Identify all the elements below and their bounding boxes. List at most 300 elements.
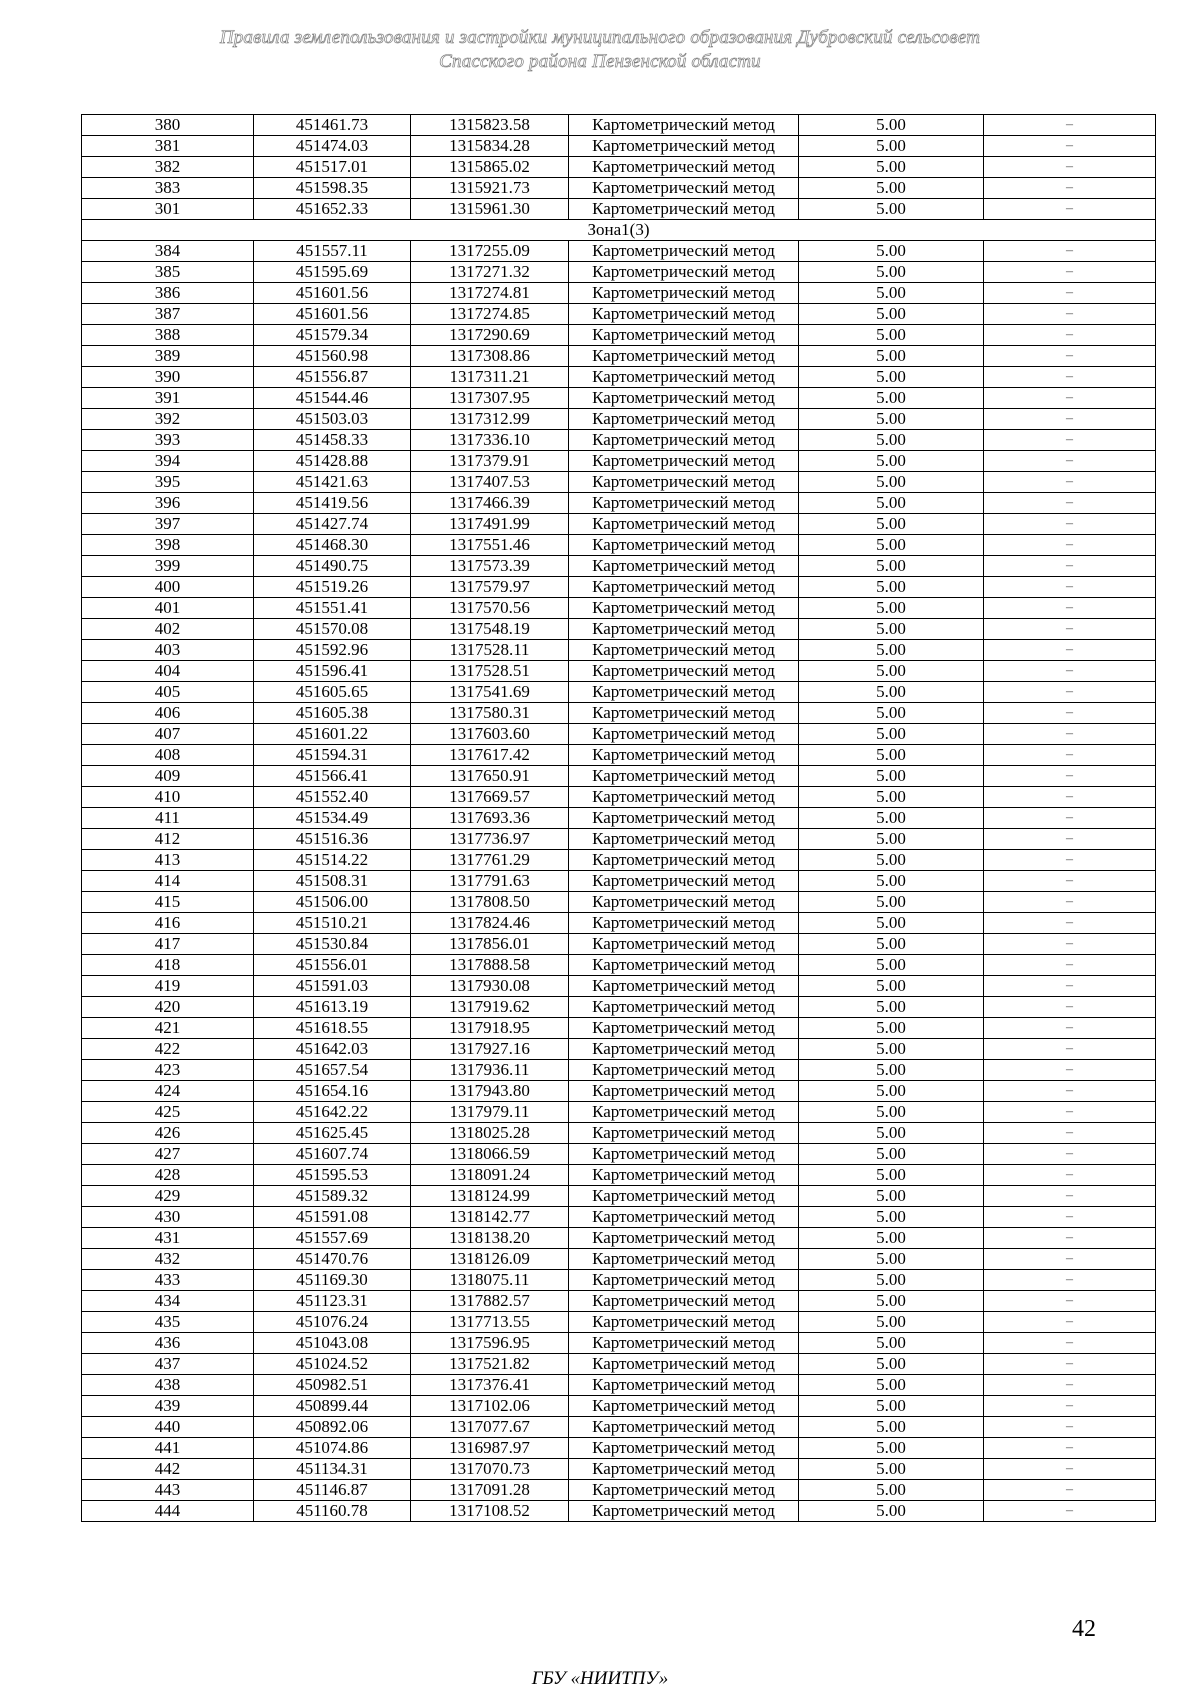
description-cell: – xyxy=(984,745,1156,766)
point-number-cell: 301 xyxy=(82,199,254,220)
description-cell: – xyxy=(984,514,1156,535)
accuracy-cell: 5.00 xyxy=(799,514,984,535)
description-cell: – xyxy=(984,577,1156,598)
point-number-cell: 429 xyxy=(82,1186,254,1207)
x-coordinate-cell: 451601.22 xyxy=(254,724,411,745)
x-coordinate-cell: 451510.21 xyxy=(254,913,411,934)
point-number-cell: 427 xyxy=(82,1144,254,1165)
description-cell: – xyxy=(984,619,1156,640)
method-cell: Картометрический метод xyxy=(569,1459,799,1480)
x-coordinate-cell: 451605.65 xyxy=(254,682,411,703)
accuracy-cell: 5.00 xyxy=(799,661,984,682)
x-coordinate-cell: 451579.34 xyxy=(254,325,411,346)
y-coordinate-cell: 1317617.42 xyxy=(411,745,569,766)
y-coordinate-cell: 1317311.21 xyxy=(411,367,569,388)
point-number-cell: 436 xyxy=(82,1333,254,1354)
x-coordinate-cell: 451557.69 xyxy=(254,1228,411,1249)
description-cell: – xyxy=(984,1270,1156,1291)
description-cell: – xyxy=(984,388,1156,409)
point-number-cell: 397 xyxy=(82,514,254,535)
table-row xyxy=(82,1228,1156,1249)
table-row xyxy=(82,493,1156,514)
description-cell: – xyxy=(984,325,1156,346)
y-coordinate-cell: 1317579.97 xyxy=(411,577,569,598)
point-number-cell: 399 xyxy=(82,556,254,577)
y-coordinate-cell: 1317888.58 xyxy=(411,955,569,976)
x-coordinate-cell: 451607.74 xyxy=(254,1144,411,1165)
accuracy-cell: 5.00 xyxy=(799,850,984,871)
point-number-cell: 441 xyxy=(82,1438,254,1459)
method-cell: Картометрический метод xyxy=(569,262,799,283)
point-number-cell: 428 xyxy=(82,1165,254,1186)
accuracy-cell: 5.00 xyxy=(799,808,984,829)
method-cell: Картометрический метод xyxy=(569,241,799,262)
y-coordinate-cell: 1318075.11 xyxy=(411,1270,569,1291)
y-coordinate-cell: 1317919.62 xyxy=(411,997,569,1018)
method-cell: Картометрический метод xyxy=(569,451,799,472)
accuracy-cell: 5.00 xyxy=(799,157,984,178)
table-row xyxy=(82,640,1156,661)
accuracy-cell: 5.00 xyxy=(799,241,984,262)
table-row xyxy=(82,598,1156,619)
table-row xyxy=(82,934,1156,955)
method-cell: Картометрический метод xyxy=(569,1396,799,1417)
table-row xyxy=(82,388,1156,409)
x-coordinate-cell: 451589.32 xyxy=(254,1186,411,1207)
description-cell: – xyxy=(984,766,1156,787)
description-cell: – xyxy=(984,724,1156,745)
accuracy-cell: 5.00 xyxy=(799,913,984,934)
method-cell: Картометрический метод xyxy=(569,178,799,199)
y-coordinate-cell: 1317824.46 xyxy=(411,913,569,934)
point-number-cell: 434 xyxy=(82,1291,254,1312)
accuracy-cell: 5.00 xyxy=(799,472,984,493)
method-cell: Картометрический метод xyxy=(569,535,799,556)
y-coordinate-cell: 1317650.91 xyxy=(411,766,569,787)
point-number-cell: 417 xyxy=(82,934,254,955)
point-number-cell: 423 xyxy=(82,1060,254,1081)
point-number-cell: 406 xyxy=(82,703,254,724)
method-cell: Картометрический метод xyxy=(569,682,799,703)
description-cell: – xyxy=(984,493,1156,514)
y-coordinate-cell: 1317376.41 xyxy=(411,1375,569,1396)
description-cell: – xyxy=(984,556,1156,577)
description-cell: – xyxy=(984,136,1156,157)
x-coordinate-cell: 451458.33 xyxy=(254,430,411,451)
x-coordinate-cell: 451560.98 xyxy=(254,346,411,367)
table-row xyxy=(82,199,1156,220)
method-cell: Картометрический метод xyxy=(569,1249,799,1270)
x-coordinate-cell: 451642.03 xyxy=(254,1039,411,1060)
y-coordinate-cell: 1317943.80 xyxy=(411,1081,569,1102)
description-cell: – xyxy=(984,346,1156,367)
method-cell: Картометрический метод xyxy=(569,157,799,178)
x-coordinate-cell: 451461.73 xyxy=(254,115,411,136)
x-coordinate-cell: 451506.00 xyxy=(254,892,411,913)
x-coordinate-cell: 451146.87 xyxy=(254,1480,411,1501)
x-coordinate-cell: 451596.41 xyxy=(254,661,411,682)
accuracy-cell: 5.00 xyxy=(799,304,984,325)
accuracy-cell: 5.00 xyxy=(799,388,984,409)
y-coordinate-cell: 1317255.09 xyxy=(411,241,569,262)
description-cell: – xyxy=(984,1291,1156,1312)
x-coordinate-cell: 451517.01 xyxy=(254,157,411,178)
point-number-cell: 426 xyxy=(82,1123,254,1144)
coordinates-table xyxy=(81,114,1156,1522)
y-coordinate-cell: 1317528.51 xyxy=(411,661,569,682)
method-cell: Картометрический метод xyxy=(569,640,799,661)
table-row xyxy=(82,535,1156,556)
point-number-cell: 403 xyxy=(82,640,254,661)
accuracy-cell: 5.00 xyxy=(799,430,984,451)
y-coordinate-cell: 1317548.19 xyxy=(411,619,569,640)
method-cell: Картометрический метод xyxy=(569,493,799,514)
y-coordinate-cell: 1318091.24 xyxy=(411,1165,569,1186)
accuracy-cell: 5.00 xyxy=(799,1501,984,1522)
accuracy-cell: 5.00 xyxy=(799,199,984,220)
method-cell: Картометрический метод xyxy=(569,346,799,367)
point-number-cell: 435 xyxy=(82,1312,254,1333)
header-line-1: Правила землепользования и застройки муниципального образования Дубровский сельсовет xyxy=(219,27,981,48)
y-coordinate-cell: 1318025.28 xyxy=(411,1123,569,1144)
point-number-cell: 414 xyxy=(82,871,254,892)
point-number-cell: 431 xyxy=(82,1228,254,1249)
description-cell: – xyxy=(984,283,1156,304)
table-row xyxy=(82,472,1156,493)
point-number-cell: 430 xyxy=(82,1207,254,1228)
accuracy-cell: 5.00 xyxy=(799,1438,984,1459)
method-cell: Картометрический метод xyxy=(569,955,799,976)
x-coordinate-cell: 451043.08 xyxy=(254,1333,411,1354)
accuracy-cell: 5.00 xyxy=(799,892,984,913)
point-number-cell: 395 xyxy=(82,472,254,493)
point-number-cell: 389 xyxy=(82,346,254,367)
point-number-cell: 380 xyxy=(82,115,254,136)
method-cell: Картометрический метод xyxy=(569,1291,799,1312)
y-coordinate-cell: 1317521.82 xyxy=(411,1354,569,1375)
accuracy-cell: 5.00 xyxy=(799,976,984,997)
y-coordinate-cell: 1317091.28 xyxy=(411,1480,569,1501)
method-cell: Картометрический метод xyxy=(569,976,799,997)
accuracy-cell: 5.00 xyxy=(799,871,984,892)
x-coordinate-cell: 451024.52 xyxy=(254,1354,411,1375)
accuracy-cell: 5.00 xyxy=(799,619,984,640)
y-coordinate-cell: 1317669.57 xyxy=(411,787,569,808)
method-cell: Картометрический метод xyxy=(569,388,799,409)
y-coordinate-cell: 1317570.56 xyxy=(411,598,569,619)
table-row xyxy=(82,1459,1156,1480)
accuracy-cell: 5.00 xyxy=(799,1018,984,1039)
method-cell: Картометрический метод xyxy=(569,514,799,535)
point-number-cell: 413 xyxy=(82,850,254,871)
description-cell: – xyxy=(984,367,1156,388)
table-row xyxy=(82,745,1156,766)
y-coordinate-cell: 1317936.11 xyxy=(411,1060,569,1081)
y-coordinate-cell: 1317108.52 xyxy=(411,1501,569,1522)
page-number: 42 xyxy=(1072,1616,1096,1642)
method-cell: Картометрический метод xyxy=(569,724,799,745)
point-number-cell: 439 xyxy=(82,1396,254,1417)
y-coordinate-cell: 1317882.57 xyxy=(411,1291,569,1312)
description-cell: – xyxy=(984,199,1156,220)
accuracy-cell: 5.00 xyxy=(799,1102,984,1123)
x-coordinate-cell: 451657.54 xyxy=(254,1060,411,1081)
accuracy-cell: 5.00 xyxy=(799,283,984,304)
description-cell: – xyxy=(984,808,1156,829)
x-coordinate-cell: 451591.03 xyxy=(254,976,411,997)
method-cell: Картометрический метод xyxy=(569,1060,799,1081)
accuracy-cell: 5.00 xyxy=(799,577,984,598)
description-cell: – xyxy=(984,451,1156,472)
x-coordinate-cell: 451160.78 xyxy=(254,1501,411,1522)
table-row xyxy=(82,1417,1156,1438)
accuracy-cell: 5.00 xyxy=(799,997,984,1018)
point-number-cell: 409 xyxy=(82,766,254,787)
table-row xyxy=(82,115,1156,136)
x-coordinate-cell: 451134.31 xyxy=(254,1459,411,1480)
y-coordinate-cell: 1317856.01 xyxy=(411,934,569,955)
table-row xyxy=(82,430,1156,451)
accuracy-cell: 5.00 xyxy=(799,724,984,745)
method-cell: Картометрический метод xyxy=(569,850,799,871)
description-cell: – xyxy=(984,430,1156,451)
method-cell: Картометрический метод xyxy=(569,1039,799,1060)
description-cell: – xyxy=(984,304,1156,325)
method-cell: Картометрический метод xyxy=(569,661,799,682)
table-row xyxy=(82,325,1156,346)
point-number-cell: 444 xyxy=(82,1501,254,1522)
accuracy-cell: 5.00 xyxy=(799,1039,984,1060)
y-coordinate-cell: 1317491.99 xyxy=(411,514,569,535)
method-cell: Картометрический метод xyxy=(569,430,799,451)
point-number-cell: 438 xyxy=(82,1375,254,1396)
description-cell: – xyxy=(984,1438,1156,1459)
point-number-cell: 410 xyxy=(82,787,254,808)
y-coordinate-cell: 1317274.81 xyxy=(411,283,569,304)
table-row xyxy=(82,1249,1156,1270)
description-cell: – xyxy=(984,1354,1156,1375)
table-row xyxy=(82,724,1156,745)
accuracy-cell: 5.00 xyxy=(799,115,984,136)
method-cell: Картометрический метод xyxy=(569,115,799,136)
method-cell: Картометрический метод xyxy=(569,619,799,640)
point-number-cell: 392 xyxy=(82,409,254,430)
point-number-cell: 415 xyxy=(82,892,254,913)
y-coordinate-cell: 1317573.39 xyxy=(411,556,569,577)
description-cell: – xyxy=(984,976,1156,997)
point-number-cell: 384 xyxy=(82,241,254,262)
point-number-cell: 412 xyxy=(82,829,254,850)
point-number-cell: 383 xyxy=(82,178,254,199)
table-row xyxy=(82,241,1156,262)
point-number-cell: 432 xyxy=(82,1249,254,1270)
y-coordinate-cell: 1317927.16 xyxy=(411,1039,569,1060)
table-row xyxy=(82,409,1156,430)
x-coordinate-cell: 451503.03 xyxy=(254,409,411,430)
y-coordinate-cell: 1318124.99 xyxy=(411,1186,569,1207)
point-number-cell: 402 xyxy=(82,619,254,640)
table-row xyxy=(82,136,1156,157)
x-coordinate-cell: 451601.56 xyxy=(254,283,411,304)
point-number-cell: 385 xyxy=(82,262,254,283)
accuracy-cell: 5.00 xyxy=(799,1060,984,1081)
point-number-cell: 416 xyxy=(82,913,254,934)
description-cell: – xyxy=(984,262,1156,283)
point-number-cell: 425 xyxy=(82,1102,254,1123)
x-coordinate-cell: 451427.74 xyxy=(254,514,411,535)
table-row xyxy=(82,577,1156,598)
accuracy-cell: 5.00 xyxy=(799,178,984,199)
accuracy-cell: 5.00 xyxy=(799,1417,984,1438)
y-coordinate-cell: 1317379.91 xyxy=(411,451,569,472)
table-row xyxy=(82,1081,1156,1102)
y-coordinate-cell: 1317077.67 xyxy=(411,1417,569,1438)
x-coordinate-cell: 451074.86 xyxy=(254,1438,411,1459)
method-cell: Картометрический метод xyxy=(569,1186,799,1207)
description-cell: – xyxy=(984,472,1156,493)
point-number-cell: 401 xyxy=(82,598,254,619)
accuracy-cell: 5.00 xyxy=(799,1480,984,1501)
accuracy-cell: 5.00 xyxy=(799,1459,984,1480)
x-coordinate-cell: 451428.88 xyxy=(254,451,411,472)
table-row xyxy=(82,1396,1156,1417)
table-row xyxy=(82,304,1156,325)
description-cell: – xyxy=(984,850,1156,871)
y-coordinate-cell: 1317336.10 xyxy=(411,430,569,451)
x-coordinate-cell: 451595.69 xyxy=(254,262,411,283)
table-row xyxy=(82,787,1156,808)
y-coordinate-cell: 1317307.95 xyxy=(411,388,569,409)
table-row xyxy=(82,703,1156,724)
description-cell: – xyxy=(984,1144,1156,1165)
x-coordinate-cell: 450982.51 xyxy=(254,1375,411,1396)
accuracy-cell: 5.00 xyxy=(799,1186,984,1207)
point-number-cell: 443 xyxy=(82,1480,254,1501)
y-coordinate-cell: 1315865.02 xyxy=(411,157,569,178)
y-coordinate-cell: 1317580.31 xyxy=(411,703,569,724)
accuracy-cell: 5.00 xyxy=(799,493,984,514)
accuracy-cell: 5.00 xyxy=(799,745,984,766)
point-number-cell: 422 xyxy=(82,1039,254,1060)
accuracy-cell: 5.00 xyxy=(799,703,984,724)
y-coordinate-cell: 1317070.73 xyxy=(411,1459,569,1480)
point-number-cell: 404 xyxy=(82,661,254,682)
description-cell: – xyxy=(984,178,1156,199)
point-number-cell: 424 xyxy=(82,1081,254,1102)
accuracy-cell: 5.00 xyxy=(799,346,984,367)
x-coordinate-cell: 451544.46 xyxy=(254,388,411,409)
table-row xyxy=(82,1438,1156,1459)
accuracy-cell: 5.00 xyxy=(799,1228,984,1249)
table-row xyxy=(82,1291,1156,1312)
x-coordinate-cell: 451514.22 xyxy=(254,850,411,871)
method-cell: Картометрический метод xyxy=(569,283,799,304)
x-coordinate-cell: 451642.22 xyxy=(254,1102,411,1123)
x-coordinate-cell: 451595.53 xyxy=(254,1165,411,1186)
point-number-cell: 393 xyxy=(82,430,254,451)
method-cell: Картометрический метод xyxy=(569,1354,799,1375)
table-row xyxy=(82,1186,1156,1207)
table-row xyxy=(82,283,1156,304)
table-row xyxy=(82,178,1156,199)
description-cell: – xyxy=(984,1186,1156,1207)
accuracy-cell: 5.00 xyxy=(799,934,984,955)
description-cell: – xyxy=(984,1102,1156,1123)
zone-section-row xyxy=(82,220,1156,241)
x-coordinate-cell: 451519.26 xyxy=(254,577,411,598)
method-cell: Картометрический метод xyxy=(569,1228,799,1249)
point-number-cell: 408 xyxy=(82,745,254,766)
y-coordinate-cell: 1315961.30 xyxy=(411,199,569,220)
y-coordinate-cell: 1317761.29 xyxy=(411,850,569,871)
accuracy-cell: 5.00 xyxy=(799,1081,984,1102)
header-line-2: Спасского района Пензенской области xyxy=(439,51,761,72)
point-number-cell: 382 xyxy=(82,157,254,178)
description-cell: – xyxy=(984,1333,1156,1354)
method-cell: Картометрический метод xyxy=(569,1102,799,1123)
method-cell: Картометрический метод xyxy=(569,997,799,1018)
point-number-cell: 386 xyxy=(82,283,254,304)
accuracy-cell: 5.00 xyxy=(799,1396,984,1417)
table-row xyxy=(82,1375,1156,1396)
point-number-cell: 421 xyxy=(82,1018,254,1039)
accuracy-cell: 5.00 xyxy=(799,1207,984,1228)
table-row xyxy=(82,682,1156,703)
table-row xyxy=(82,1354,1156,1375)
table-row xyxy=(82,955,1156,976)
footer-organization: ГБУ «НИИТПУ» xyxy=(531,1668,669,1689)
point-number-cell: 407 xyxy=(82,724,254,745)
table-row xyxy=(82,1207,1156,1228)
table-row xyxy=(82,976,1156,997)
method-cell: Картометрический метод xyxy=(569,1375,799,1396)
table-row xyxy=(82,1123,1156,1144)
accuracy-cell: 5.00 xyxy=(799,1312,984,1333)
y-coordinate-cell: 1318142.77 xyxy=(411,1207,569,1228)
description-cell: – xyxy=(984,1501,1156,1522)
accuracy-cell: 5.00 xyxy=(799,262,984,283)
y-coordinate-cell: 1317736.97 xyxy=(411,829,569,850)
table-row xyxy=(82,1060,1156,1081)
method-cell: Картометрический метод xyxy=(569,1480,799,1501)
accuracy-cell: 5.00 xyxy=(799,409,984,430)
table-row xyxy=(82,871,1156,892)
x-coordinate-cell: 451474.03 xyxy=(254,136,411,157)
description-cell: – xyxy=(984,1459,1156,1480)
table-row xyxy=(82,157,1156,178)
method-cell: Картометрический метод xyxy=(569,934,799,955)
description-cell: – xyxy=(984,115,1156,136)
accuracy-cell: 5.00 xyxy=(799,136,984,157)
description-cell: – xyxy=(984,598,1156,619)
y-coordinate-cell: 1317466.39 xyxy=(411,493,569,514)
x-coordinate-cell: 450892.06 xyxy=(254,1417,411,1438)
x-coordinate-cell: 450899.44 xyxy=(254,1396,411,1417)
point-number-cell: 437 xyxy=(82,1354,254,1375)
method-cell: Картометрический метод xyxy=(569,1438,799,1459)
x-coordinate-cell: 451419.56 xyxy=(254,493,411,514)
x-coordinate-cell: 451566.41 xyxy=(254,766,411,787)
y-coordinate-cell: 1318126.09 xyxy=(411,1249,569,1270)
y-coordinate-cell: 1317596.95 xyxy=(411,1333,569,1354)
table-row xyxy=(82,1018,1156,1039)
x-coordinate-cell: 451557.11 xyxy=(254,241,411,262)
zone-section-label: Зона1(3) xyxy=(82,220,1156,241)
accuracy-cell: 5.00 xyxy=(799,766,984,787)
point-number-cell: 411 xyxy=(82,808,254,829)
point-number-cell: 440 xyxy=(82,1417,254,1438)
table-row xyxy=(82,766,1156,787)
